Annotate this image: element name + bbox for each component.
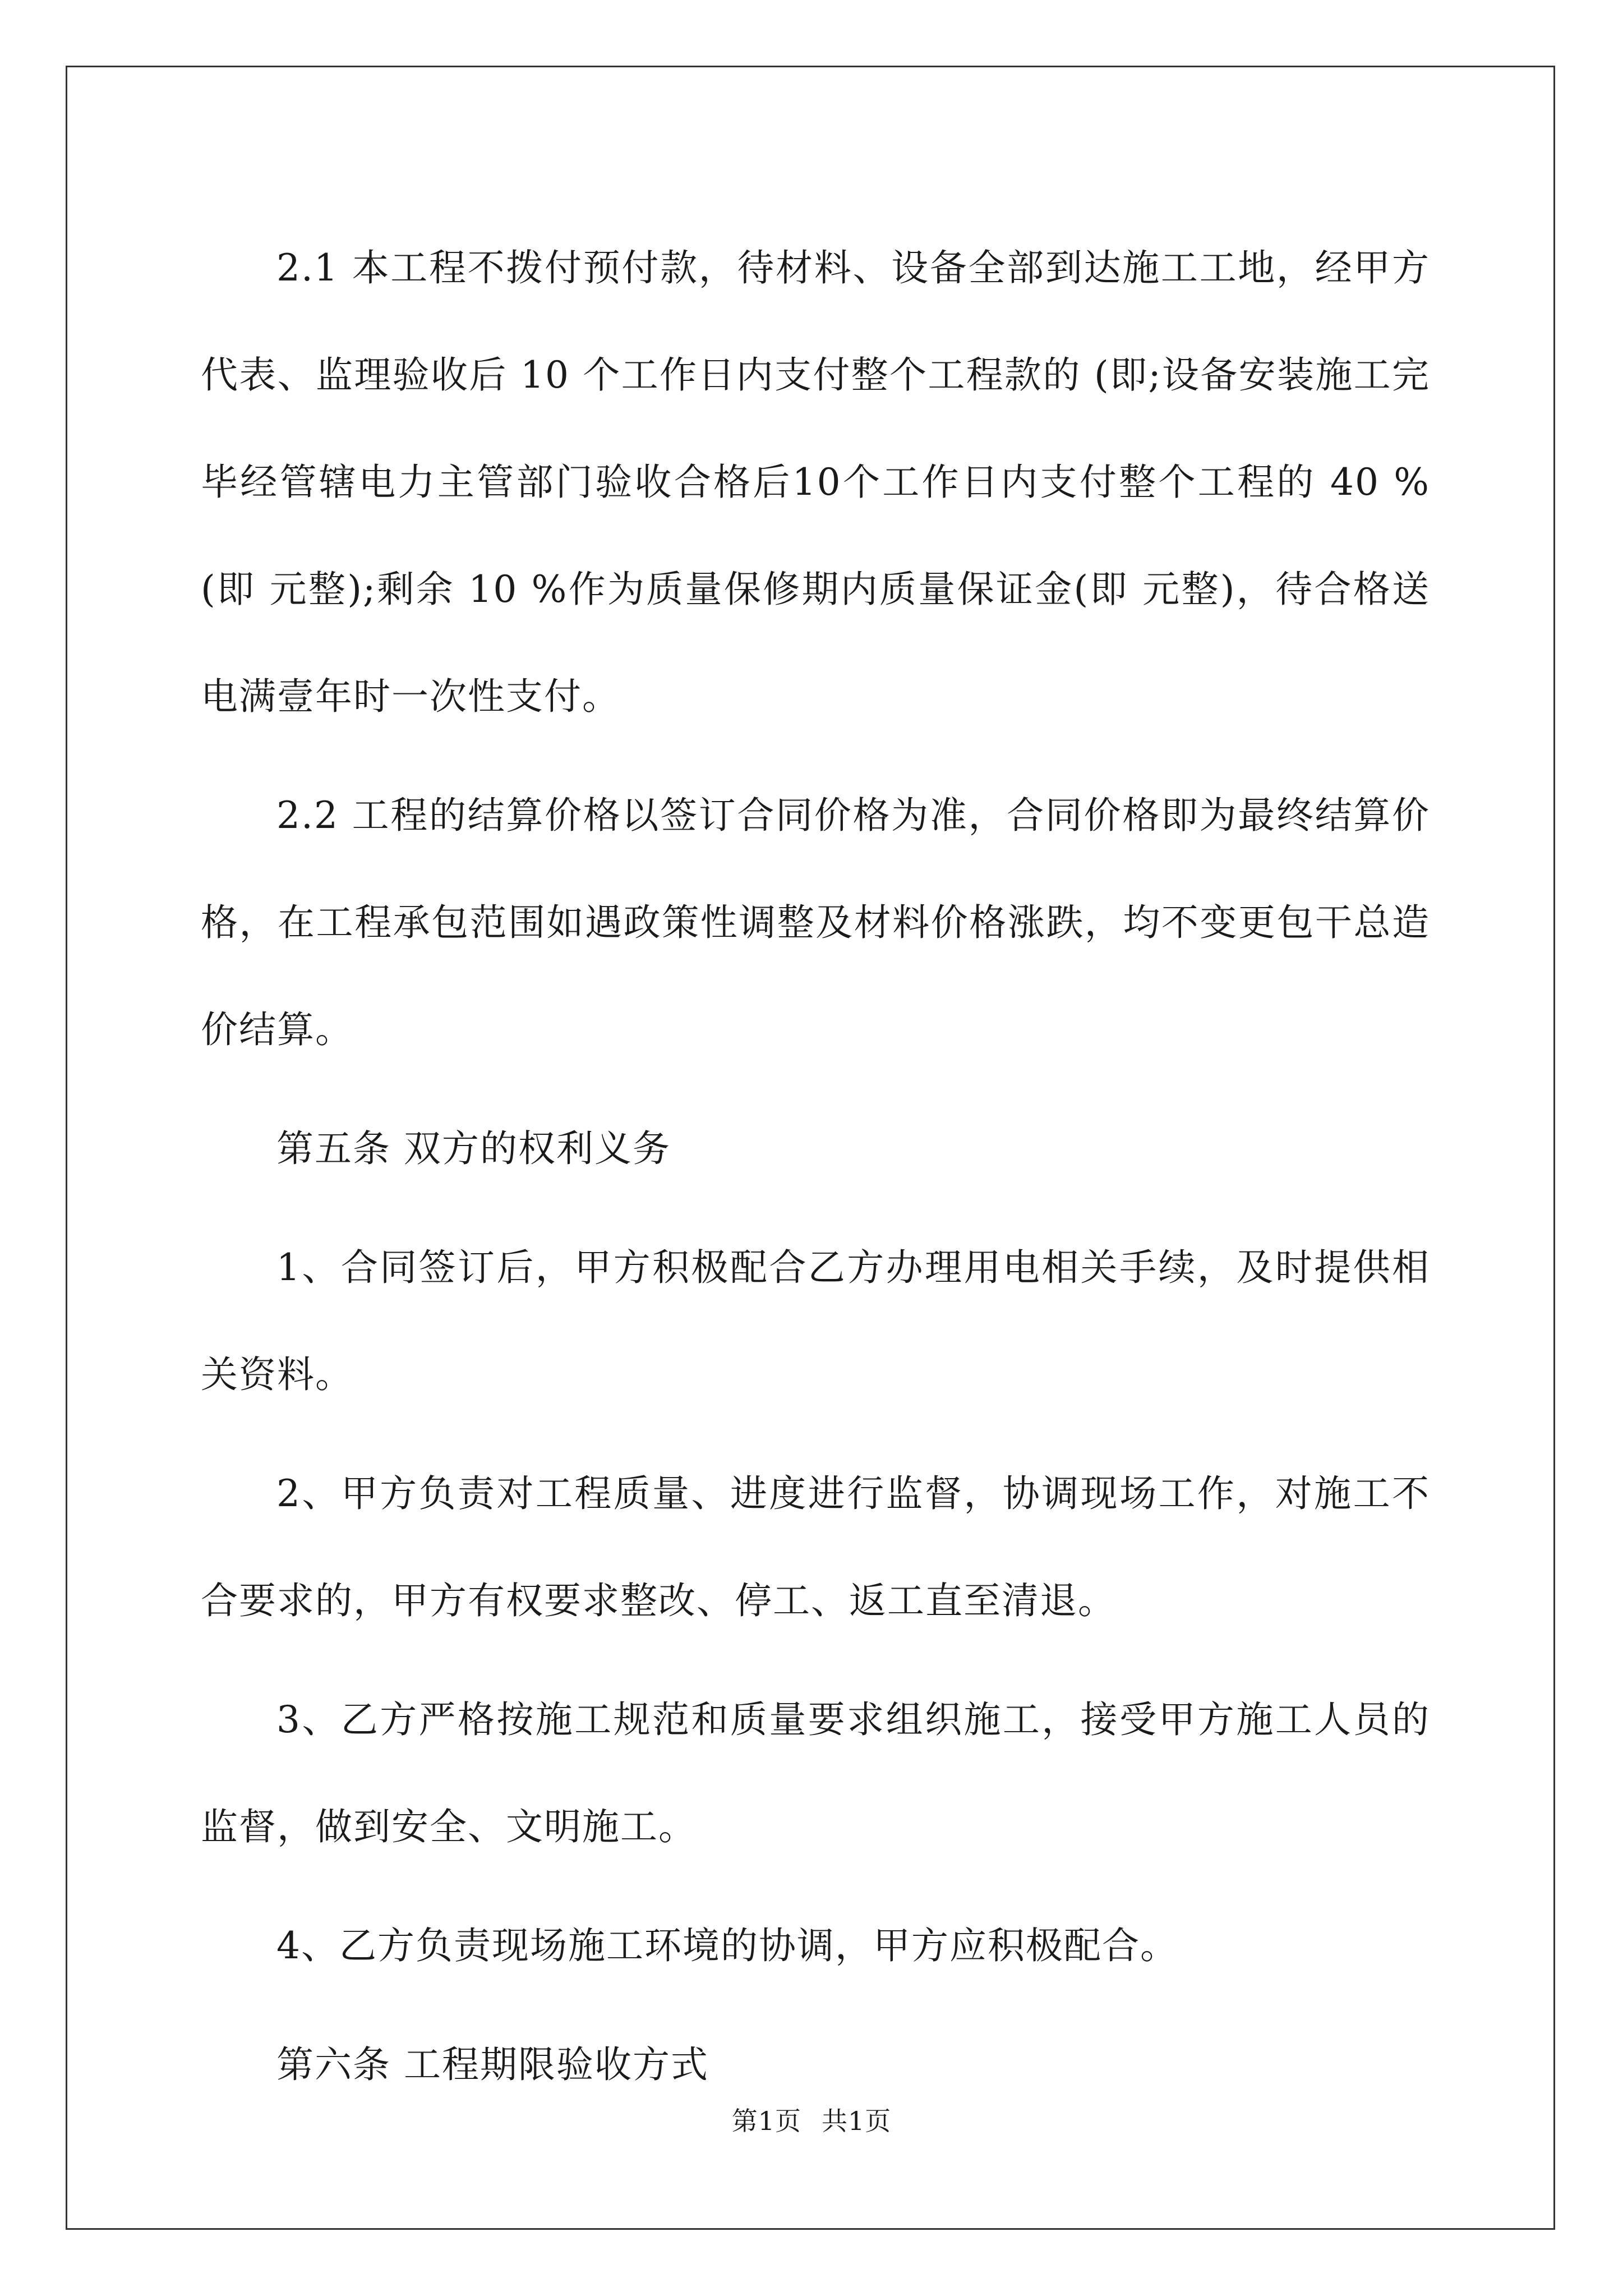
heading-article-5: 第五条 双方的权利义务	[276, 1127, 671, 1170]
paragraph-clause-3: 3、乙方严格按施工规范和质量要求组织施工，接受甲方施工人员的监督，做到安全、文明施工。	[201, 1698, 1430, 1848]
paragraph-clause-2: 2、甲方负责对工程质量、进度进行监督，协调现场工作，对施工不合要求的，甲方有权要求整改、停工、返工直至清退。	[201, 1472, 1430, 1622]
page-total: 共1页	[822, 2106, 892, 2136]
paragraph-settlement-price: 2.2 工程的结算价格以签订合同价格为准，合同价格即为最终结算价格，在工程承包范围如遇政策性调整及材料价格涨跌，均不变更包干总造价结算。	[201, 794, 1430, 1051]
document-body	[201, 214, 1430, 2130]
paragraph-payment-terms: 2.1 本工程不拨付预付款，待材料、设备全部到达施工工地，经甲方代表、监理验收后 10 个工作日内支付整个工程款的 (即;设备安装施工完毕经管辖电力主管部门验收合格后10个工作日内支付整个工程的 40 %(即 元整);剩余 10 %作为质量保修期内质量保证金(即 元整)，待合格送电满壹年时一次性支付。	[201, 246, 1430, 718]
paragraph-clause-4: 4、乙方负责现场施工环境的协调，甲方应积极配合。	[276, 1924, 1178, 1967]
page-footer	[0, 2101, 1623, 2138]
heading-article-6: 第六条 工程期限验收方式	[276, 2043, 709, 2086]
paragraph-clause-1: 1、合同签订后，甲方积极配合乙方办理用电相关手续，及时提供相关资料。	[201, 1246, 1430, 1396]
page-number: 第1页	[731, 2106, 801, 2136]
